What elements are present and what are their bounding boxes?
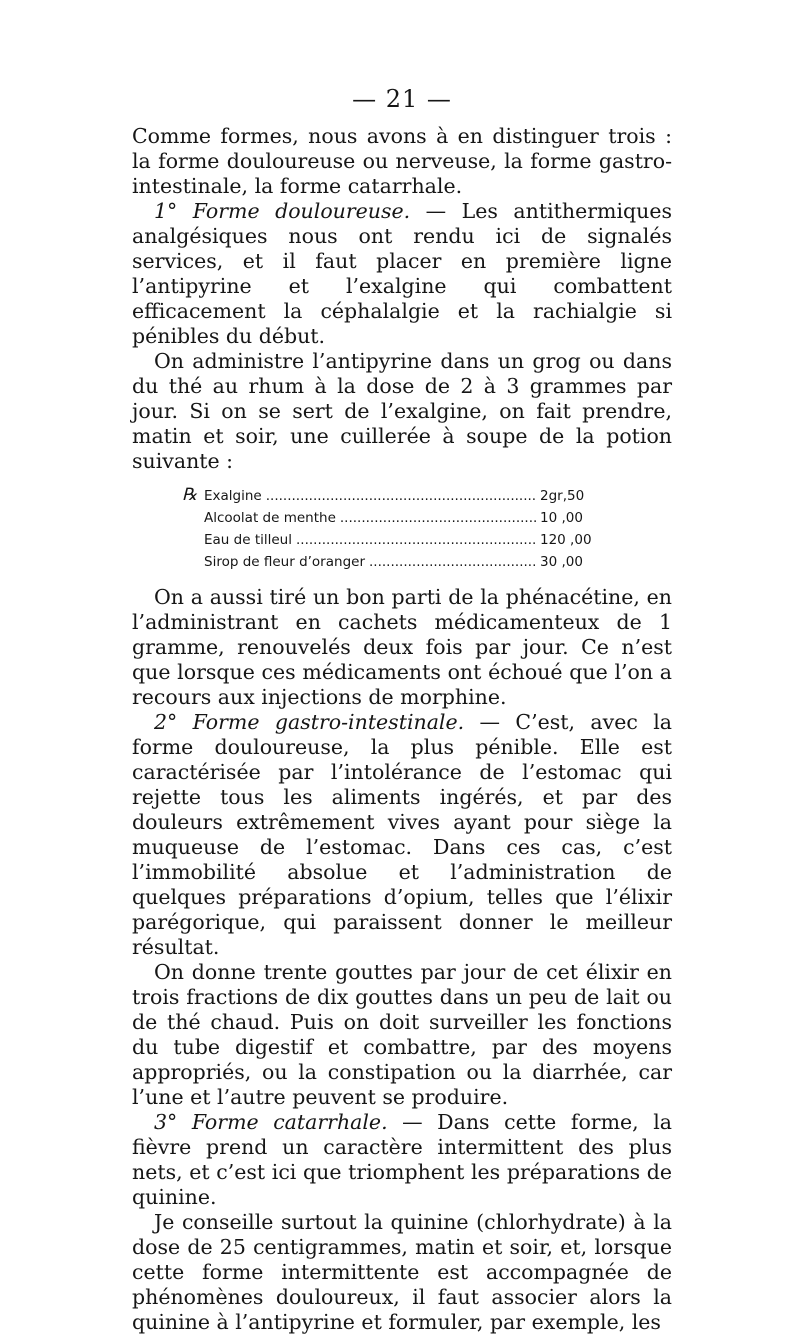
recipe-leader-dots <box>369 551 536 573</box>
recipe-ingredient: Sirop de fleur d’oranger <box>204 554 365 570</box>
recipe-ingredient: Eau de tilleul <box>204 532 292 548</box>
recipe-ingredient: Exalgine <box>204 488 262 504</box>
paragraph-elixir-dose: On donne trente gouttes par jour de cet élixir en trois fractions de dix gouttes dans un peu de lait ou de thé chaud. Puis on doit surveiller les fonctions du tube digestif et combattre, par des moyens appropriés, ou la constipation ou la diarrhée, car l’une et l’autre peuvent se produire. <box>132 960 672 1109</box>
recipe-ingredient: Alcoolat de menthe <box>204 510 336 526</box>
paragraph-forme-douloureuse <box>132 199 672 349</box>
page-number: — 21 — <box>352 85 452 113</box>
paragraph-forme-catarrhale <box>132 1110 672 1210</box>
paragraph-forme-douloureuse-text: — Les antithermiques analgésiques nous ont rendu ici de signalés services, et il faut placer en première ligne l’antipyrine et l’exalgine qui combattent efficacement la céphalalgie et la rachialgie si pénibles du début. <box>132 199 672 348</box>
paragraph-antipyrine-dose: On administre l’antipyrine dans un grog ou dans du thé au rhum à la dose de 2 à 3 grammes par jour. Si on se sert de l’exalgine, on fait prendre, matin et soir, une cuillerée à soupe de la potion suivante : <box>132 349 672 473</box>
paragraph-quinine-dose: Je conseille surtout la quinine (chlorhydrate) à la dose de 25 centigrammes, matin et soir, et, lorsque cette forme intermittente est accompagnée de phénomènes douloureux, il faut associer alors la quinine à l’antipyrine et formuler, par exemple, les <box>132 1210 672 1334</box>
paragraph-forme-gastro-intestinale-text: — C’est, avec la forme douloureuse, la plus pénible. Elle est caractérisée par l’intolérance de l’estomac qui rejette tous les aliments ingérés, et par des douleurs extrêmement vives ayant pour siège la muqueuse de l’estomac. Dans ces cas, c’est l’immobilité absolue et l’administration de quelques préparations d’opium, telles que l’élixir parégorique, qui paraissent donner le meilleur résultat. <box>132 710 672 959</box>
paragraph-forms-intro: Comme formes, nous avons à en distinguer trois : la forme douloureuse ou nerveuse, la forme gastro-intestinale, la forme catarrhale. <box>132 124 672 198</box>
recipe-row <box>182 507 610 529</box>
recipe-quantity: 2gr,50 <box>540 488 585 504</box>
recipe-quantity: 120 ,00 <box>540 532 592 548</box>
recipe-symbol-icon: ℞ <box>182 485 198 505</box>
recipe-leader-dots <box>296 529 536 551</box>
section-heading-forme-catarrhale: 3° Forme catarrhale. <box>154 1110 388 1134</box>
section-heading-forme-douloureuse: 1° Forme douloureuse. <box>154 199 411 223</box>
paragraph-forme-gastro-intestinale <box>132 710 672 960</box>
section-heading-forme-gastro-intestinale: 2° Forme gastro-intestinale. <box>154 710 465 734</box>
prescription-recipe <box>182 484 610 573</box>
recipe-quantity: 10 ,00 <box>540 510 583 526</box>
recipe-quantity: 30 ,00 <box>540 554 583 570</box>
recipe-row <box>182 529 610 551</box>
paragraph-phenacetine: On a aussi tiré un bon parti de la phénacétine, en l’administrant en cachets médicamenteux de 1 gramme, renouvelés deux fois par jour. Ce n’est que lorsque ces médicaments ont échoué que l’on a recours aux injections de morphine. <box>132 585 672 709</box>
recipe-leader-dots <box>266 485 536 507</box>
recipe-row <box>182 551 610 573</box>
recipe-leader-dots <box>340 507 536 529</box>
document-page <box>132 84 672 1335</box>
recipe-row <box>182 484 610 507</box>
paragraph-forme-catarrhale-text: — Dans cette forme, la fièvre prend un caractère intermittent des plus nets, et c’est ici que triomphent les préparations de quinine. <box>132 1110 672 1209</box>
